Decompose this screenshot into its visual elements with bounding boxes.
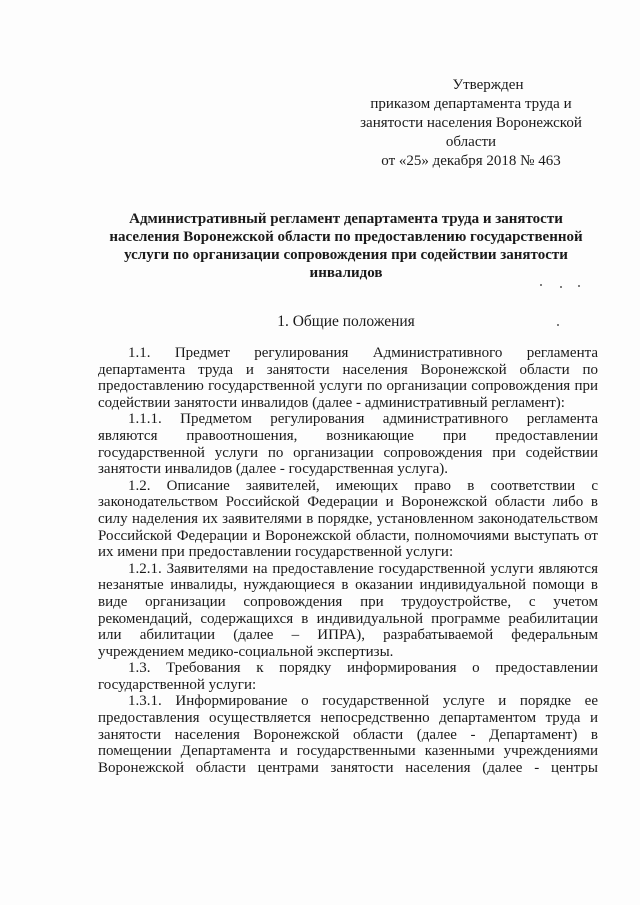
text-line: предоставления осуществляется непосредственно департаментом труда и: [98, 710, 598, 727]
text-line: силу наделения их заявителями в порядке, установленном законодательством: [98, 510, 598, 527]
text-line: незанятые инвалиды, нуждающиеся в оказании индивидуальной помощи в: [98, 577, 598, 594]
document-body: [98, 345, 598, 776]
text-line: государственной услуги по организации сопровождения при содействии: [98, 444, 598, 461]
text-line: департамента труда и занятости населения Воронежской области по: [98, 361, 598, 378]
text-line: рекомендаций, содержащихся в индивидуальной программе реабилитации: [98, 610, 598, 627]
scan-speck: [557, 324, 559, 326]
approval-line-department: занятости населения Воронежской: [360, 115, 582, 131]
text-line: занятости населения Воронежской области (далее - Департамент) в: [98, 726, 598, 743]
scan-speck: [560, 286, 562, 288]
text-line: их имени при предоставлении государственной услуги:: [98, 544, 454, 561]
text-line: занятости инвалидов (далее - государственная услуга).: [98, 461, 449, 478]
approval-line-region: области: [445, 134, 497, 150]
text-line: являются правоотношения, возникающие при предоставлении: [98, 427, 598, 444]
title-line: инвалидов: [309, 265, 383, 281]
paragraph-1-3: [98, 660, 598, 693]
text-line: или абилитации (далее – ИПРА), разрабатываемой федеральным: [98, 627, 598, 644]
scan-speck: [578, 285, 580, 287]
text-line: виде организации сопровождения при трудоустройстве, с учетом: [98, 593, 598, 610]
paragraph-1-2-1: [98, 561, 598, 661]
text-line: содействии занятости инвалидов (далее - административный регламент):: [98, 394, 565, 411]
text-line: 1.1.1. Предметом регулирования административного регламента: [128, 411, 598, 428]
document-title: [96, 210, 596, 282]
scan-speck: [540, 284, 542, 286]
title-line: услуги по организации сопровождения при содействии занятости: [124, 247, 568, 263]
text-line: 1.1. Предмет регулирования Административного регламента: [128, 345, 598, 361]
section-heading: 1. Общие положения: [277, 313, 415, 330]
paragraph-1-1-1: [98, 411, 598, 477]
text-line: 1.3.1. Информирование о государственной услуге и порядке ее: [128, 693, 598, 710]
approval-block: [330, 76, 612, 171]
title-line: Административный регламент департамента труда и занятости: [129, 211, 563, 227]
text-line: учреждением медико-социальной экспертизы.: [98, 643, 394, 660]
paragraph-1-3-1: [98, 693, 598, 776]
text-line: предоставлению государственной услуги по организации сопровождения при: [98, 378, 598, 395]
text-line: 1.3. Требования к порядку информирования о предоставлении: [128, 660, 598, 677]
text-line: 1.2.1. Заявителями на предоставление государственной услуги являются: [128, 560, 598, 577]
text-line: государственной услуги:: [98, 676, 257, 693]
text-line: помещении Департамента и государственными казенными учреждениями: [98, 743, 598, 760]
paragraph-1-2: [98, 478, 598, 561]
title-line: населения Воронежской области по предоставлению государственной: [109, 229, 583, 245]
text-line: 1.2. Описание заявителей, имеющих право в соответствии с: [128, 477, 598, 494]
approval-line-order: приказом департамента труда и: [370, 96, 572, 112]
text-line: Российской Федерации и Воронежской области, полномочиями выступать от: [98, 527, 598, 544]
text-line: законодательством Российской Федерации и Воронежской области либо в: [98, 494, 598, 511]
approval-line-approved: Утвержден: [452, 77, 524, 93]
approval-line-date-number: от «25» декабря 2018 № 463: [381, 153, 561, 169]
paragraph-1-1: [98, 345, 598, 411]
text-line: Воронежской области центрами занятости населения (далее - центры: [98, 759, 598, 776]
